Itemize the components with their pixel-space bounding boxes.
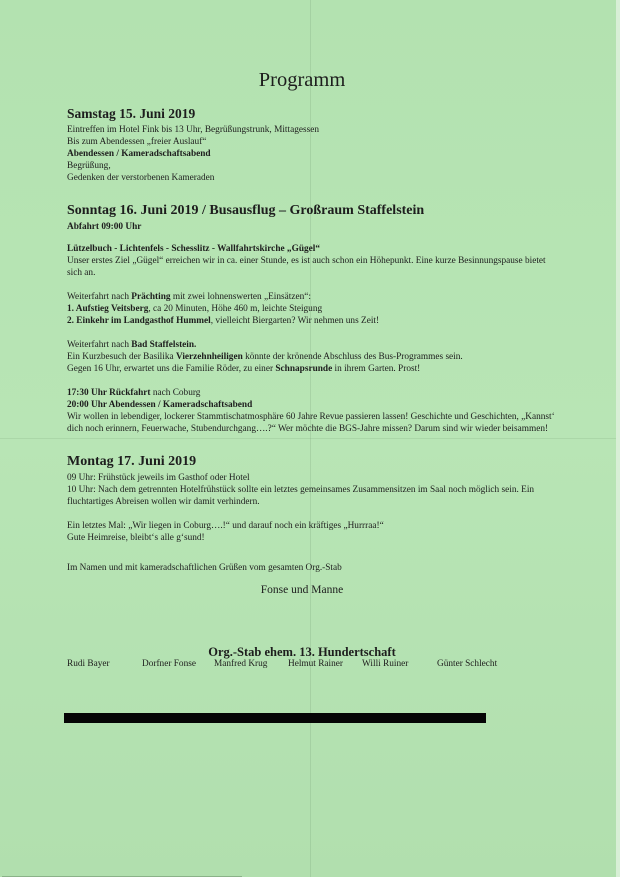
samstag-bold-line: Abendessen / Kameradschaftsabend	[67, 149, 211, 159]
sonntag-roeder: Gegen 16 Uhr, erwartet uns die Familie Röder, zu einer Schnapsrunde in ihrem Garten. Prost!	[67, 364, 421, 374]
sonntag-rueckfahrt: 17:30 Uhr Rückfahrt nach Coburg	[67, 388, 201, 398]
name-item: Rudi Bayer	[67, 659, 110, 669]
montag-line-1: 09 Uhr: Frühstück jeweils im Gasthof oder Hotel	[67, 473, 250, 483]
name-item: Manfred Krug	[214, 659, 268, 669]
section-sonntag	[67, 202, 557, 435]
paper-edge	[616, 0, 620, 877]
section-montag	[67, 453, 557, 544]
closing-greeting: Im Namen und mit kameradschaftlichen Grüßen vom gesamten Org.-Stab	[67, 563, 342, 573]
montag-line-2: 10 Uhr: Nach dem getrennten Hotelfrühstück sollte ein letztes gemeinsames Zusammensitzen im Saal noch möglich sein. Ein fluchtartiges Abreisen wollen wir damit verhindern.	[67, 485, 535, 507]
samstag-line: Eintreffen im Hotel Fink bis 13 Uhr, Begrüßungstrunk, Mittagessen	[67, 125, 319, 135]
sonntag-abendessen: 20:00 Uhr Abendessen / Kameradschaftsabend	[67, 400, 253, 410]
name-item: Dorfner Fonse	[142, 659, 196, 669]
sonntag-heading: Sonntag 16. Juni 2019 / Busausflug – Großraum Staffelstein	[67, 203, 425, 218]
name-item: Günter Schlecht	[437, 659, 498, 669]
signature: Fonse und Manne	[260, 584, 344, 596]
section-samstag	[67, 106, 557, 184]
montag-letztes: Ein letztes Mal: „Wir liegen in Coburg….!“ und darauf noch ein kräftiges „Hurrraa!“	[67, 521, 384, 531]
montag-heimreise: Gute Heimreise, bleibt‘s alle g‘sund!	[67, 533, 205, 543]
document-body	[67, 68, 557, 670]
sonntag-route-text: Unser erstes Ziel „Gügel“ erreichen wir in ca. einer Stunde, es ist auch schon ein Höhepunkt. Eine kurze Besinnungspause bietet sich an.	[67, 256, 546, 278]
sonntag-item-2: 2. Einkehr im Landgasthof Hummel, vielleicht Biergarten? Wir nehmen uns Zeit!	[67, 316, 380, 326]
samstag-line: Gedenken der verstorbenen Kameraden	[67, 173, 215, 183]
name-item: Helmut Rainer	[288, 659, 343, 669]
name-item: Willi Ruiner	[362, 659, 409, 669]
samstag-line: Begrüßung,	[67, 161, 111, 171]
names-row	[67, 658, 557, 670]
sonntag-route: Lützelbuch - Lichtenfels - Schesslitz - Wallfahrtskirche „Gügel“	[67, 244, 320, 254]
sonntag-abfahrt: Abfahrt 09:00 Uhr	[67, 222, 142, 232]
montag-heading: Montag 17. Juni 2019	[67, 454, 197, 469]
redaction-bar	[64, 713, 486, 723]
sonntag-abend-text: Wir wollen in lebendiger, lockerer Stammtischatmosphäre 60 Jahre Revue passieren lassen! Geschichte und Geschichten, „Kannst‘ dich noch erinnern, Feuerwache, Stubendurchgang….?“ Wer möchte die BGS-Jahre missen? Darum sind wir wieder beisammen!	[67, 412, 555, 434]
org-title: Org.-Stab ehem. 13. Hundertschaft	[208, 645, 396, 659]
sonntag-weiterfahrt-2: Weiterfahrt nach Bad Staffelstein.	[67, 340, 197, 350]
sonntag-weiterfahrt-1: Weiterfahrt nach Prächting mit zwei lohnenswerten „Einsätzen“:	[67, 292, 311, 302]
sonntag-item-1: 1. Aufstieg Veitsberg, ca 20 Minuten, Höhe 460 m, leichte Steigung	[67, 304, 323, 314]
page-title: Programm	[258, 69, 346, 91]
sonntag-basilika: Ein Kurzbesuch der Basilika Vierzehnheiligen könnte der krönende Abschluss des Bus-Programmes sein.	[67, 352, 463, 362]
samstag-heading: Samstag 15. Juni 2019	[67, 106, 196, 121]
samstag-line: Bis zum Abendessen „freier Auslauf“	[67, 137, 207, 147]
